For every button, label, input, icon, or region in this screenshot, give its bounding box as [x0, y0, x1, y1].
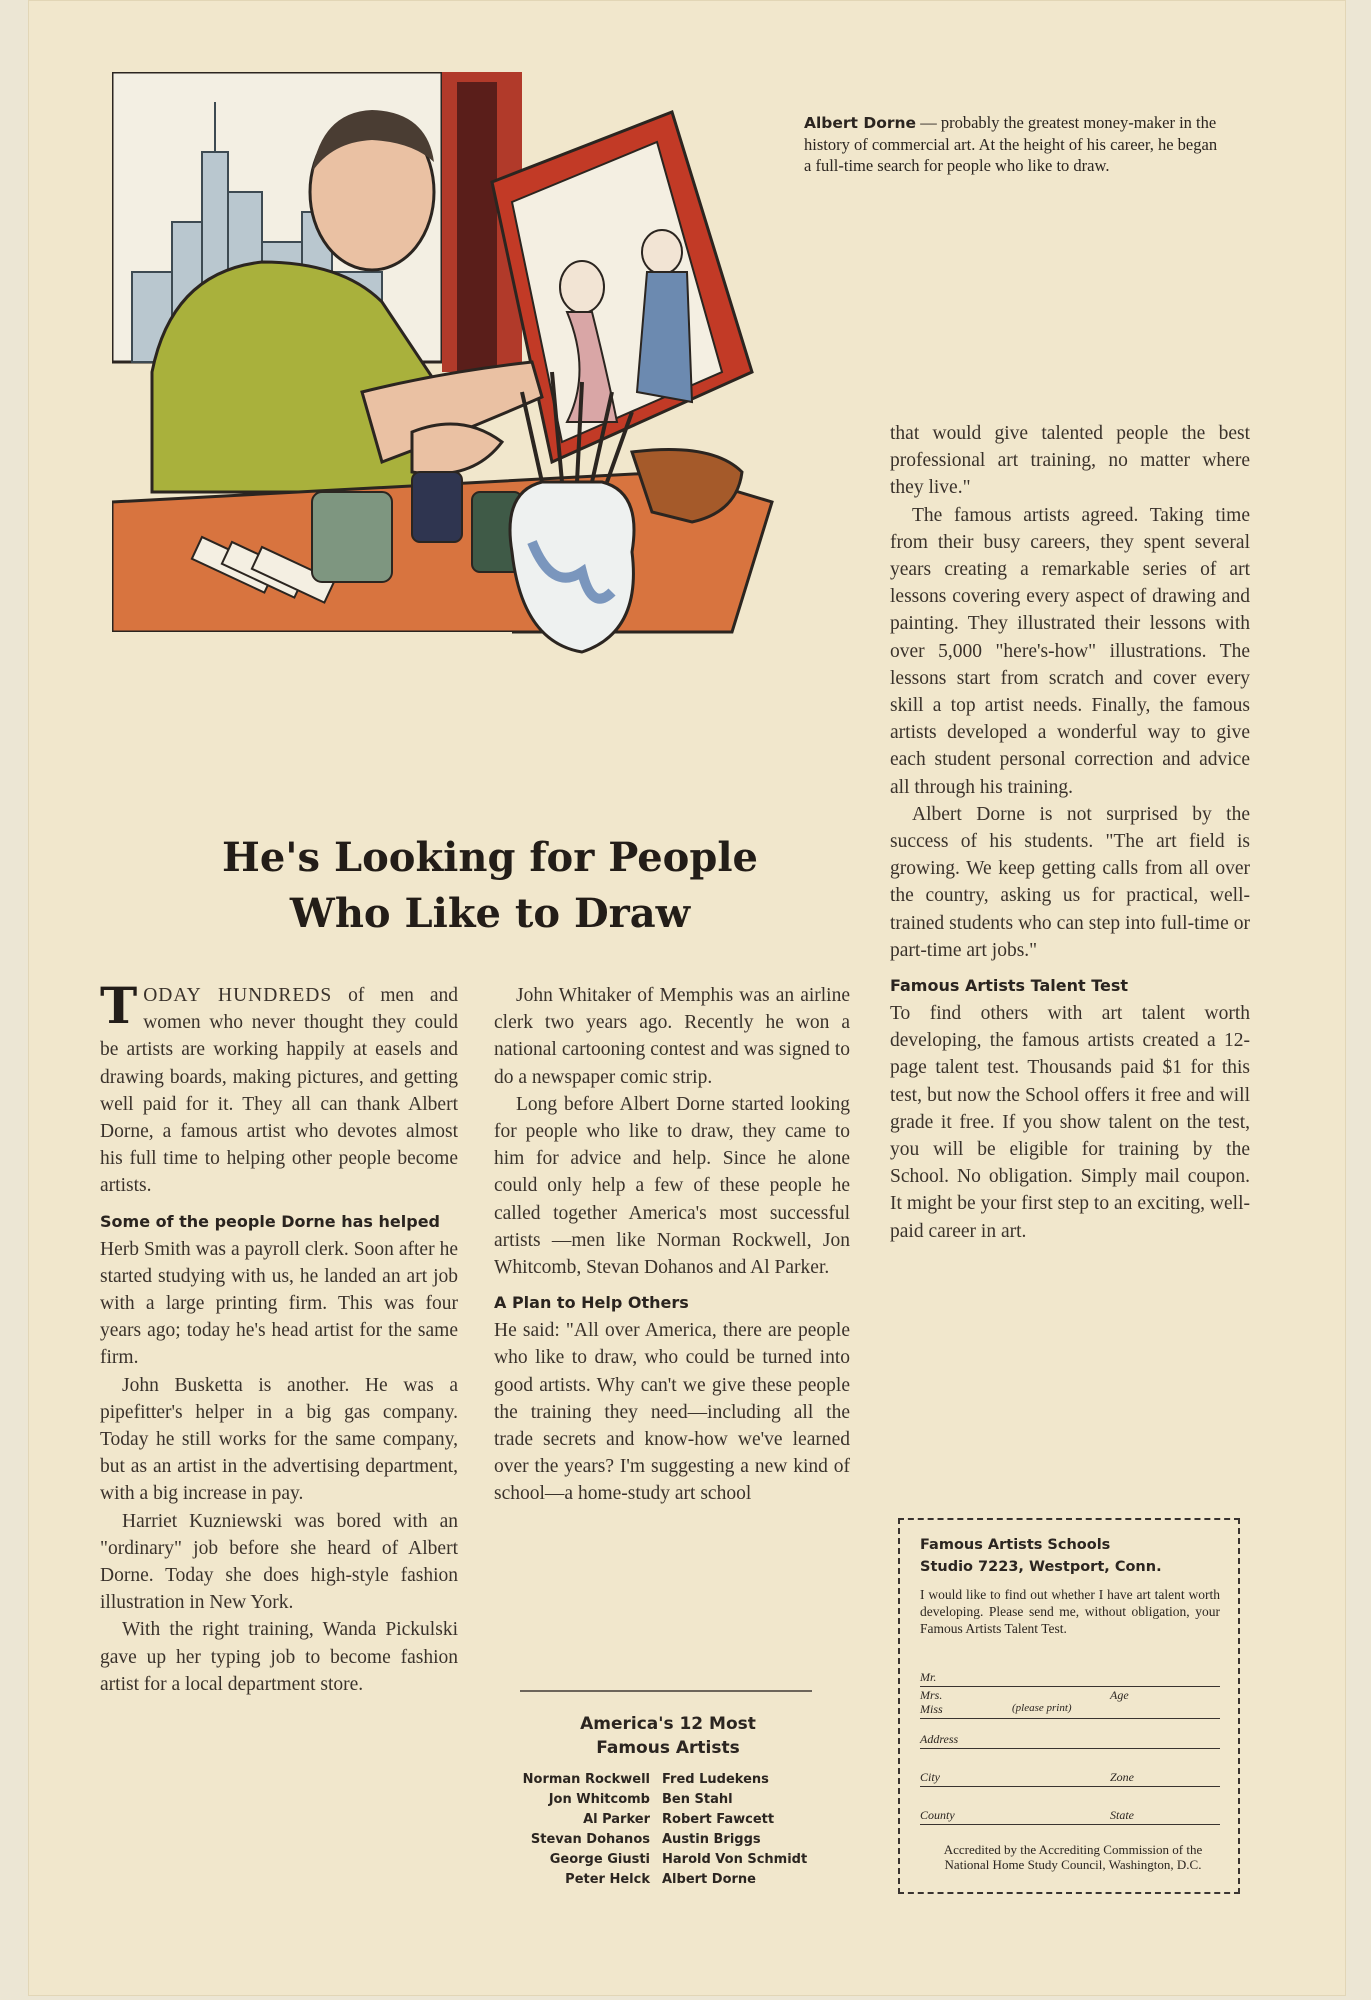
paragraph: To find others with art talent worth developing, the famous artists created a 12-page talent test. Thousands paid $1 for this test, but now the School offers it free and will grade it free. If you show talent on the test, you will be eligible for training by the School. No obligation. Simply mail coupon. It might be your first step to an exciting, well-paid career in art. [890, 1003, 1250, 1242]
paragraph-text: of men and women who never thought they could be artists are working happily at easels and drawing boards, making pictures, and getting well paid for it. They all can thank Albert Dorne, a famous artist who devotes almost his full time to helping other people become artists. [100, 985, 458, 1197]
field-label: County [920, 1808, 955, 1822]
artist-row [488, 1770, 848, 1790]
address-field[interactable] [920, 1732, 1220, 1749]
city-zone-field[interactable] [920, 1770, 1220, 1787]
illustration-caption [804, 112, 1224, 176]
field-label: Mrs. [920, 1688, 943, 1702]
paragraph: Harriet Kuzniewski was bored with an "ordinary" job before she heard of Albert Dorne. Today she does high-style fashion illustration in New York. [100, 1510, 458, 1614]
field-label: Zone [1110, 1770, 1134, 1784]
artist-row [488, 1810, 848, 1830]
coupon-text: I would like to find out whether I have art talent worth developing. Please send me, without obligation, your Famous Artists Talent Test. [920, 1587, 1220, 1636]
divider [520, 1690, 812, 1692]
subhead: Some of the people Dorne has helped [100, 1211, 440, 1231]
paragraph: He said: "All over America, there are people who like to draw, who could be turned into good artists. Why can't we give these people the training they need—including all the trade secrets and know-how we've learned over the years? I'm suggesting a new kind of school—a home-study art school [494, 1320, 850, 1505]
article-column-3 [890, 420, 1250, 1245]
paragraph: Herb Smith was a payroll clerk. Soon after he started studying with us, he landed an art job with a large printing firm. This was four years ago; today he's head artist for the same firm. [100, 1238, 458, 1369]
artist-name: George Giusti [549, 1852, 650, 1867]
artist-row [488, 1870, 848, 1890]
field-label: Miss [920, 1702, 943, 1716]
caption-name: Albert Dorne [804, 114, 917, 132]
accreditation-note: Accredited by the Accrediting Commission of the National Home Study Council, Washington, D.C. [943, 1842, 1203, 1872]
coupon-school: Famous Artists Schools [920, 1537, 1111, 1553]
caption-text: — probably the greatest money-maker in the history of commercial art. At the height of his career, he began a full-time search for people who like to draw. [804, 113, 1218, 175]
artist-name: Peter Helck [565, 1872, 650, 1887]
field-label: Address [920, 1732, 959, 1746]
drop-cap: T [100, 976, 138, 1035]
paragraph: that would give talented people the best professional art training, no matter where they live." [890, 423, 1250, 499]
mrs-line [920, 1688, 1220, 1702]
field-label: City [920, 1770, 940, 1784]
field-hint: (please print) [1012, 1702, 1072, 1714]
paragraph: Albert Dorne is not surprised by the success of his students. "The art field is growing. We keep getting calls from all over the country, asking us for practical, well-trained students who can step into full-time or part-time art jobs." [890, 803, 1250, 961]
artist-name: Robert Fawcett [662, 1812, 775, 1827]
field-label: Mr. [920, 1670, 937, 1684]
paragraph: Long before Albert Dorne started looking for people who like to draw, they came to him for advice and help. Since he alone could only help a few of these people he called together America's most successful artists —men like Norman Rockwell, Jon Whitcomb, Stevan Dohanos and Al Parker. [494, 1093, 850, 1279]
subhead: Famous Artists Talent Test [890, 976, 1129, 996]
artist-name: Ben Stahl [662, 1792, 733, 1807]
headline-line-1: He's Looking for People [222, 834, 758, 881]
artist-name: Fred Ludekens [662, 1772, 769, 1787]
paragraph: With the right training, Wanda Pickulski gave up her typing job to become fashion artist for a local department store. [100, 1619, 458, 1695]
field-label: State [1110, 1808, 1134, 1822]
artist-illustration [112, 72, 872, 832]
paragraph [100, 976, 458, 1200]
paragraph: John Busketta is another. He was a pipefitter's helper in a big gas company. Today he still works for the same company, but as an artist in the advertising department, with a big increase in pay. [100, 1374, 458, 1505]
field-label: Age [1110, 1688, 1129, 1702]
paragraph: John Whitaker of Memphis was an airline clerk two years ago. Recently he won a national cartooning contest and was signed to do a newspaper comic strip. [494, 985, 850, 1088]
famous-artists-title [488, 1712, 848, 1760]
famous-title-line-1: America's 12 Most [580, 1714, 756, 1734]
artist-row [488, 1830, 848, 1850]
headline-line-2: Who Like to Draw [289, 890, 691, 937]
artist-row [488, 1850, 848, 1870]
famous-title-line-2: Famous Artists [596, 1738, 740, 1758]
mail-coupon[interactable] [898, 1518, 1240, 1894]
coupon-studio: Studio 7223, Westport, Conn. [920, 1559, 1162, 1575]
small-caps-lead: ODAY HUNDREDS [143, 985, 333, 1006]
artist-name: Harold Von Schmidt [662, 1852, 808, 1867]
artist-name: Austin Briggs [662, 1832, 761, 1847]
county-state-field[interactable] [920, 1808, 1220, 1825]
artist-name: Al Parker [583, 1812, 650, 1827]
name-field[interactable] [920, 1702, 1220, 1719]
artist-name: Norman Rockwell [522, 1772, 650, 1787]
artist-name: Jon Whitcomb [548, 1792, 650, 1807]
famous-artists-list [488, 1712, 848, 1890]
coupon-header [920, 1534, 1162, 1578]
paragraph: The famous artists agreed. Taking time from their busy careers, they spent several years creating a remarkable series of art lessons covering every aspect of drawing and painting. They illustrated their lessons with over 5,000 "here's-how" illustrations. The lessons start from scratch and cover every skill a top artist needs. Finally, the famous artists developed a wonderful way to give each student personal correction and advice all through his training. [890, 504, 1250, 798]
headline [120, 830, 860, 942]
artist-name: Stevan Dohanos [530, 1832, 650, 1847]
article-column-1 [100, 976, 458, 1698]
subhead: A Plan to Help Others [494, 1293, 689, 1313]
mr-field[interactable] [920, 1670, 1220, 1687]
artist-row [488, 1790, 848, 1810]
artist-name: Albert Dorne [662, 1872, 756, 1887]
article-column-2 [494, 982, 850, 1508]
